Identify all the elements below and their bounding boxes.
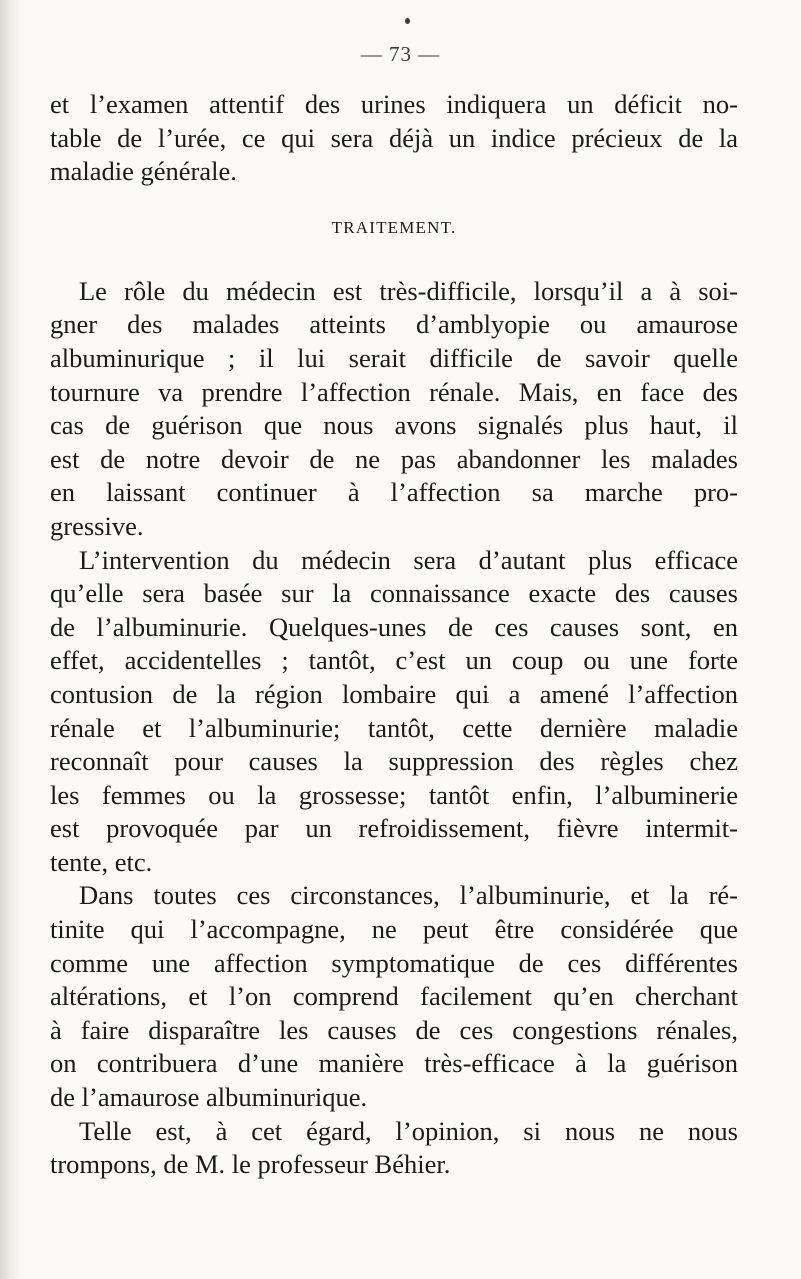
text-line: Dans toutes ces circonstances, l’albuminurie, et la ré- [79,880,738,911]
paragraph-4 [50,879,738,1114]
text-line: Le rôle du médecin est très-difficile, lorsqu’il a à soi- [79,275,738,306]
paragraph-5 [50,1115,738,1182]
text-line: tournure va prendre l’affection rénale. Mais, en face des [50,376,738,407]
text-line: L’intervention du médecin sera d’autant plus efficace [79,544,738,575]
paragraph-2 [50,275,738,544]
text-line: les femmes ou la grossesse; tantôt enfin, l’albuminerie [50,779,738,810]
text-line: trompons, de M. le professeur Béhier. [50,1149,451,1180]
text-line: effet, accidentelles ; tantôt, c’est un coup ou une forte [50,645,738,676]
text-line: albuminurique ; il lui serait difficile de savoir quelle [50,342,738,373]
text-line: cas de guérison que nous avons signalés plus haut, il [50,410,738,441]
text-line: et l’examen attentif des urines indiquera un déficit no- [50,89,738,119]
body-text [50,88,738,1182]
text-line: table de l’urée, ce qui sera déjà un indice précieux de la [50,122,738,153]
text-line: de l’amaurose albuminurique. [50,1082,368,1113]
text-line: comme une affection symptomatique de ces différentes [50,947,738,978]
paragraph-3 [50,544,738,880]
page-number: — 73 — [360,42,441,66]
text-line: tente, etc. [50,846,153,877]
text-line: est provoquée par un refroidissement, fièvre intermit- [50,813,738,844]
text-line: reconnaît pour causes la suppression des règles chez [50,746,738,777]
page-gutter-shadow [0,0,22,1279]
section-heading: TRAITEMENT. [331,217,457,237]
text-line: de l’albuminurie. Quelques-unes de ces causes sont, en [50,611,738,642]
text-line: qu’elle sera basée sur la connaissance exacte des causes [50,578,738,609]
text-line: gner des malades atteints d’amblyopie ou amaurose [50,309,738,340]
text-line: tinite qui l’accompagne, ne peut être considérée que [50,914,738,945]
text-line: gressive. [50,510,144,541]
text-line: contusion de la région lombaire qui a amené l’affection [50,678,738,709]
text-line: à faire disparaître les causes de ces congestions rénales, [50,1014,738,1045]
text-line: en laissant continuer à l’affection sa marche pro- [50,477,738,508]
text-line: Telle est, à cet égard, l’opinion, si nous ne nous [79,1115,738,1146]
text-line: maladie générale. [50,156,237,187]
text-line: est de notre devoir de ne pas abandonner les malades [50,443,738,474]
text-line: rénale et l’albuminurie; tantôt, cette dernière maladie [50,712,738,743]
text-line: on contribuera d’une manière très-efficace à la guérison [50,1048,738,1079]
ink-speck [405,18,410,24]
text-line: altérations, et l’on comprend facilement qu’en cherchant [50,981,738,1012]
paragraph-1 [50,88,738,189]
